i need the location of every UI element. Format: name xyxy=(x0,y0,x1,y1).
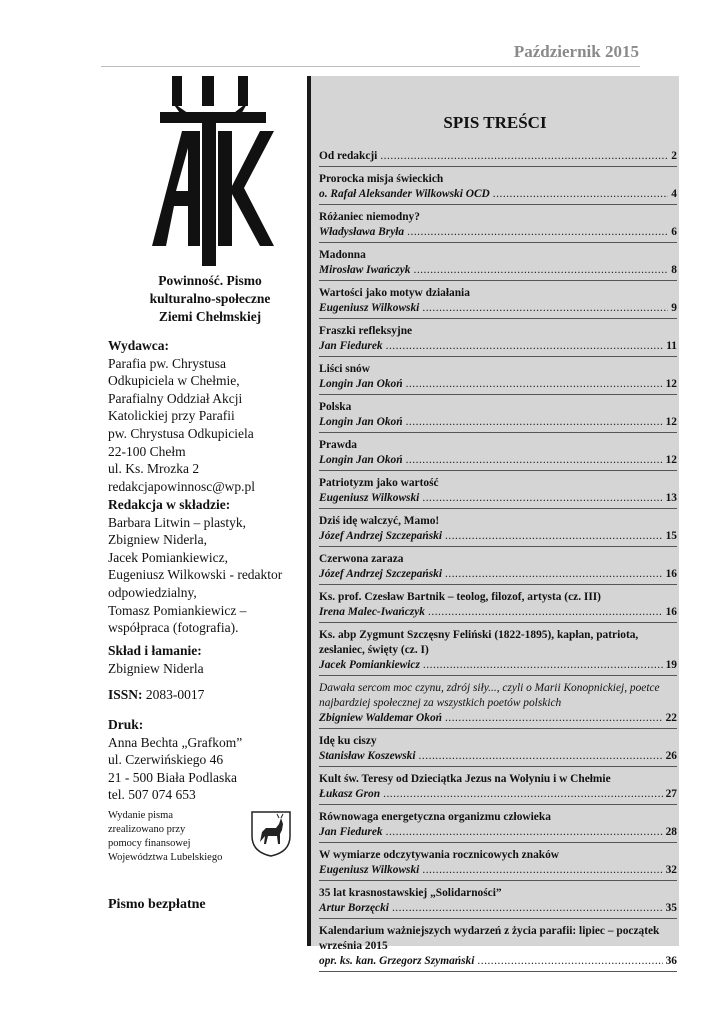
toc-entry-page: 19 xyxy=(665,659,677,671)
toc-entry-author: Longin Jan Okoń xyxy=(319,416,403,428)
toc-entry-title: Liści snów xyxy=(319,363,370,375)
typeset-heading: Skład i łamanie: xyxy=(108,643,202,658)
toc-entry-row xyxy=(319,567,677,582)
toc-leader-dots xyxy=(386,339,664,354)
toc-leader-dots xyxy=(445,711,663,726)
toc-entry-row xyxy=(319,529,677,544)
toc-entry-page: 15 xyxy=(665,530,677,542)
toc-entry xyxy=(319,733,677,767)
editorial-line: Eugeniusz Wilkowski - redaktor xyxy=(108,567,283,583)
toc-leader-dots xyxy=(428,605,663,620)
toc-entry-author: Irena Malec-Iwańczyk xyxy=(319,606,425,618)
editorial-line: Tomasz Pomiankiewicz – xyxy=(108,602,247,618)
toc-entry-title: Kult św. Teresy od Dzieciątka Jezus na Wołyniu i w Chełmie xyxy=(319,773,611,785)
print-heading: Druk: xyxy=(108,717,144,732)
toc-panel xyxy=(307,76,679,967)
toc-entry-page: 35 xyxy=(665,902,677,914)
toc-leader-dots xyxy=(423,658,663,673)
toc-entry-row xyxy=(319,453,677,468)
toc-leader-dots xyxy=(477,954,662,969)
toc-entry-row xyxy=(319,863,677,878)
toc-entry-row xyxy=(319,339,677,354)
toc-entry-row xyxy=(319,787,677,802)
toc-entry-author: Władysława Bryła xyxy=(319,226,405,238)
toc-entry-author: o. Rafał Aleksander Wilkowski OCD xyxy=(319,188,490,200)
publisher-line: 22-100 Chełm xyxy=(108,443,186,459)
toc-leader-dots xyxy=(406,453,663,468)
toc-entry xyxy=(319,475,677,509)
toc-entry-page: 27 xyxy=(665,788,677,800)
publisher-block xyxy=(108,337,313,495)
toc-entry-row xyxy=(319,605,677,620)
publisher-line: Parafia pw. Chrystusa xyxy=(108,355,226,371)
toc-list xyxy=(319,148,677,976)
toc-entry-row xyxy=(319,901,677,916)
toc-leader-dots xyxy=(383,787,663,802)
toc-entry-title: Równowaga energetyczna organizmu człowieka xyxy=(319,811,551,823)
toc-entry-page: 36 xyxy=(665,955,677,967)
toc-entry-row xyxy=(319,415,677,430)
editorial-line: współpraca (fotografia). xyxy=(108,620,239,636)
toc-entry-author: Longin Jan Okoń xyxy=(319,378,403,390)
typeset-block xyxy=(108,642,313,677)
toc-entry-title: Prawda xyxy=(319,439,357,451)
toc-entry-page: 12 xyxy=(665,454,677,466)
toc-entry-page: 2 xyxy=(671,150,677,162)
toc-leader-dots xyxy=(493,187,669,202)
toc-entry-row xyxy=(319,749,677,764)
toc-entry-author: Od redakcji xyxy=(319,150,378,162)
toc-entry-title: Idę ku ciszy xyxy=(319,735,377,747)
toc-entry-page: 12 xyxy=(665,378,677,390)
toc-entry-row xyxy=(319,825,677,840)
toc-entry-page: 28 xyxy=(665,826,677,838)
toc-entry-page: 4 xyxy=(671,188,677,200)
toc-entry xyxy=(319,885,677,919)
toc-entry xyxy=(319,285,677,319)
toc-entry-page: 22 xyxy=(665,712,677,724)
masthead-line: Ziemi Chełmskiej xyxy=(158,309,262,324)
editorial-line: Jacek Pomiankiewicz, xyxy=(108,549,228,565)
toc-entry-author: Józef Andrzej Szczepański xyxy=(319,530,442,542)
print-line: tel. 507 074 653 xyxy=(108,787,196,803)
toc-entry-author: Eugeniusz Wilkowski xyxy=(319,302,420,314)
toc-entry-author: Eugeniusz Wilkowski xyxy=(319,492,420,504)
issn-label: ISSN: xyxy=(108,687,143,702)
print-line: 21 - 500 Biała Podlaska xyxy=(108,769,237,785)
powinnosc-logo-icon xyxy=(152,76,274,266)
toc-entry-title: Dawała sercom moc czynu, zdrój siły..., czyli o Marii Konopnickiej, poetce najbardziej społecznej za wszystkich poetów polskich xyxy=(319,682,660,709)
toc-entry xyxy=(319,551,677,585)
toc-entry xyxy=(319,247,677,281)
publisher-line: Katolickiej przy Parafii xyxy=(108,408,235,424)
toc-entry-row xyxy=(319,301,677,316)
toc-title: SPIS TREŚCI xyxy=(443,113,547,132)
toc-entry xyxy=(319,513,677,547)
issn-block xyxy=(108,686,313,704)
toc-entry-title: Patriotyzm jako wartość xyxy=(319,477,439,489)
toc-entry-title: 35 lat krasnostawskiej „Solidarności” xyxy=(319,887,502,899)
toc-entry-author: Jan Fiedurek xyxy=(319,340,383,352)
print-line: ul. Czerwińskiego 46 xyxy=(108,752,224,768)
funding-line: pomocy finansowej xyxy=(108,838,191,849)
toc-entry-title: Prorocka misja świeckich xyxy=(319,173,444,185)
editorial-line: Barbara Litwin – plastyk, xyxy=(108,514,246,530)
header-rule xyxy=(101,66,640,67)
toc-entry-title: Polska xyxy=(319,401,352,413)
toc-entry-author: Mirosław Iwańczyk xyxy=(319,264,411,276)
toc-entry-row xyxy=(319,491,677,506)
print-line: Anna Bechta „Grafkom” xyxy=(108,734,243,750)
editorial-block xyxy=(108,496,313,637)
toc-leader-dots xyxy=(419,749,663,764)
toc-entry-title: Fraszki refleksyjne xyxy=(319,325,413,337)
toc-entry xyxy=(319,171,677,205)
toc-leader-dots xyxy=(406,377,663,392)
toc-entry xyxy=(319,399,677,433)
toc-leader-dots xyxy=(407,225,668,240)
toc-entry-title: Ks. abp Zygmunt Szczęsny Feliński (1822-1895), kapłan, patriota, zesłaniec, święty (cz. I) xyxy=(319,629,639,656)
toc-entry-row xyxy=(319,263,677,278)
masthead-title xyxy=(110,272,310,326)
toc-entry-author: Artur Borzęcki xyxy=(319,902,389,914)
print-block xyxy=(108,716,313,804)
free-issue-note: Pismo bezpłatne xyxy=(108,897,206,912)
publisher-email: redakcjapowinnosc@wp.pl xyxy=(108,478,256,494)
funding-line: Wydanie pisma xyxy=(108,810,173,821)
editorial-line: odpowiedzialny, xyxy=(108,584,197,600)
editorial-heading: Redakcja w składzie: xyxy=(108,497,231,512)
toc-entry xyxy=(319,680,677,729)
typeset-name: Zbigniew Niderla xyxy=(108,660,204,676)
toc-entry-author: Jacek Pomiankiewicz xyxy=(319,659,420,671)
toc-entry xyxy=(319,627,677,676)
toc-leader-dots xyxy=(422,301,668,316)
publisher-line: Parafialny Oddział Akcji xyxy=(108,390,243,406)
toc-entry-row xyxy=(319,954,677,969)
masthead-line: kulturalno-społeczne xyxy=(149,291,271,306)
funding-note xyxy=(108,809,248,865)
toc-entry-row xyxy=(319,187,677,202)
toc-entry xyxy=(319,437,677,471)
toc-entry xyxy=(319,923,677,972)
funding-line: Województwa Lubelskiego xyxy=(108,852,223,863)
toc-entry-title: Różaniec niemodny? xyxy=(319,211,420,223)
toc-entry-author: Eugeniusz Wilkowski xyxy=(319,864,420,876)
issue-date: Październik 2015 xyxy=(513,42,639,61)
toc-leader-dots xyxy=(386,825,663,840)
toc-leader-dots xyxy=(406,415,663,430)
publisher-line: pw. Chrystusa Odkupiciela xyxy=(108,425,254,441)
toc-entry-title: W wymiarze odczytywania rocznicowych znaków xyxy=(319,849,560,861)
toc-entry-title: Kalendarium ważniejszych wydarzeń z życia parafii: lipiec – początek września 2015 xyxy=(319,925,660,952)
editorial-line: Zbigniew Niderla, xyxy=(108,532,207,548)
toc-entry-page: 13 xyxy=(665,492,677,504)
publisher-line: ul. Ks. Mrozka 2 xyxy=(108,461,200,477)
issn-value: 2083-0017 xyxy=(145,687,205,702)
toc-entry-author: Longin Jan Okoń xyxy=(319,454,403,466)
toc-entry-row xyxy=(319,711,677,726)
toc-entry-title: Dziś idę walczyć, Mamo! xyxy=(319,515,440,527)
toc-entry xyxy=(319,589,677,623)
toc-entry-author: Łukasz Gron xyxy=(319,788,381,800)
toc-entry-title: Wartości jako motyw działania xyxy=(319,287,470,299)
toc-entry-page: 16 xyxy=(665,568,677,580)
toc-entry-author: Stanisław Koszewski xyxy=(319,750,416,762)
toc-entry-page: 11 xyxy=(666,340,677,352)
toc-entry-author: Zbigniew Waldemar Okoń xyxy=(319,712,442,724)
toc-leader-dots xyxy=(380,149,668,164)
toc-entry xyxy=(319,771,677,805)
lublin-voivodeship-crest-icon xyxy=(250,810,292,858)
toc-entry xyxy=(319,323,677,357)
toc-leader-dots xyxy=(422,863,662,878)
toc-entry-page: 6 xyxy=(671,226,677,238)
toc-entry-page: 16 xyxy=(665,606,677,618)
toc-entry-page: 9 xyxy=(671,302,677,314)
toc-entry xyxy=(319,847,677,881)
toc-entry-row xyxy=(319,149,677,164)
toc-entry-row xyxy=(319,658,677,673)
toc-entry-title: Ks. prof. Czesław Bartnik – teolog, filozof, artysta (cz. III) xyxy=(319,591,601,603)
publisher-heading: Wydawca: xyxy=(108,338,169,353)
masthead-line: Powinność. Pismo xyxy=(158,273,262,288)
toc-entry-author: Józef Andrzej Szczepański xyxy=(319,568,442,580)
toc-entry xyxy=(319,148,677,167)
toc-entry xyxy=(319,809,677,843)
toc-entry-page: 12 xyxy=(665,416,677,428)
toc-entry-author: Jan Fiedurek xyxy=(319,826,383,838)
toc-entry-author: opr. ks. kan. Grzegorz Szymański xyxy=(319,955,475,967)
toc-entry-row xyxy=(319,377,677,392)
toc-leader-dots xyxy=(445,529,663,544)
publisher-line: Odkupiciela w Chełmie, xyxy=(108,373,240,389)
toc-entry-page: 26 xyxy=(665,750,677,762)
toc-entry-page: 32 xyxy=(665,864,677,876)
toc-entry-title: Madonna xyxy=(319,249,366,261)
toc-entry-page: 8 xyxy=(671,264,677,276)
toc-leader-dots xyxy=(445,567,663,582)
toc-entry xyxy=(319,361,677,395)
toc-leader-dots xyxy=(392,901,663,916)
toc-leader-dots xyxy=(413,263,668,278)
toc-entry xyxy=(319,209,677,243)
toc-leader-dots xyxy=(422,491,662,506)
toc-entry-row xyxy=(319,225,677,240)
funding-line: zrealizowano przy xyxy=(108,824,186,835)
toc-entry-title: Czerwona zaraza xyxy=(319,553,404,565)
